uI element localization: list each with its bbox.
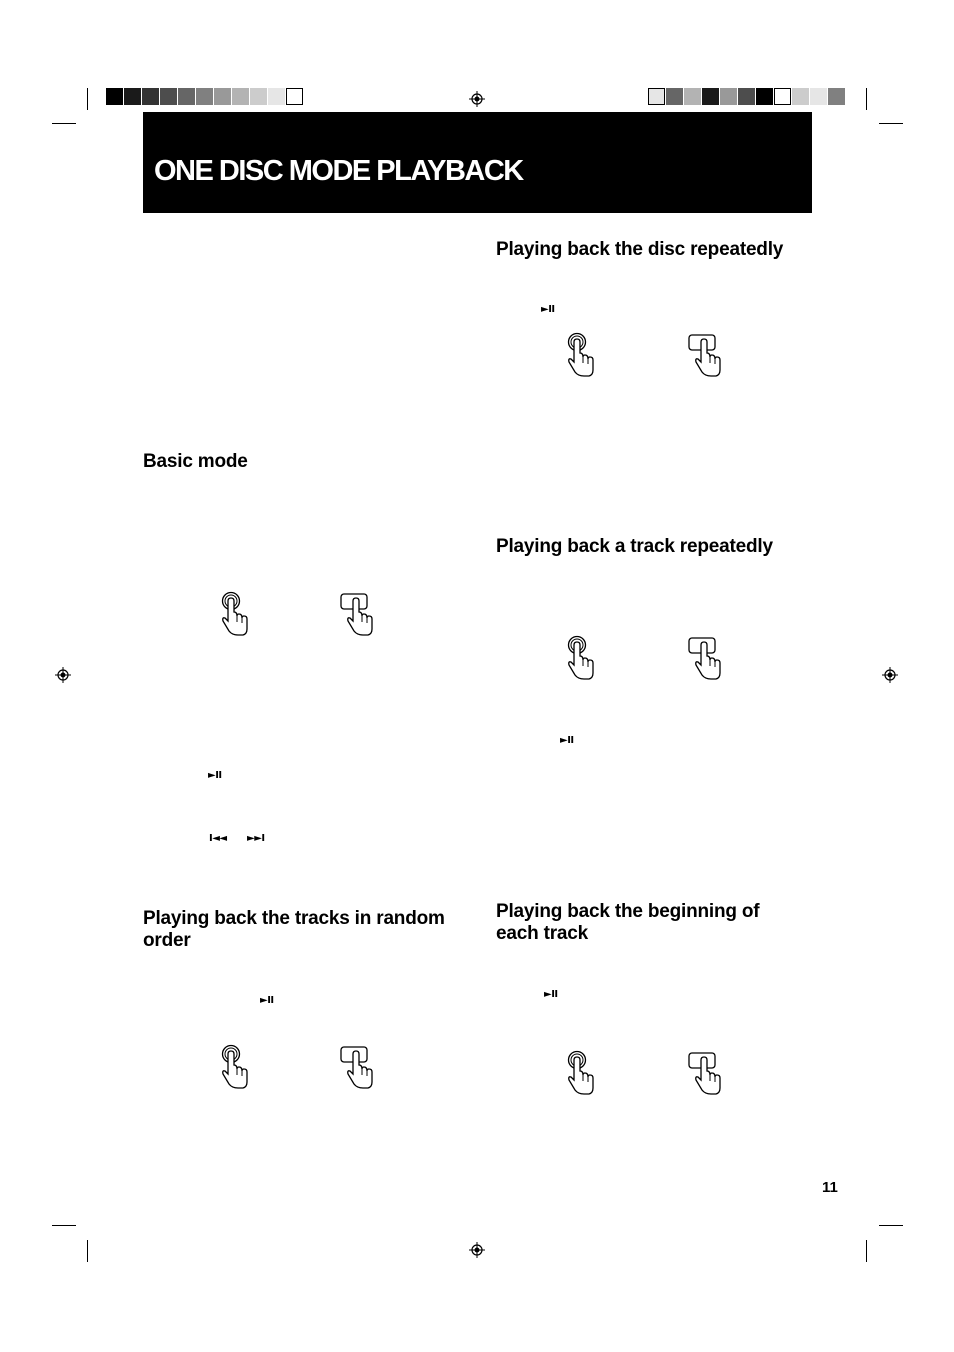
heading-basic-mode: Basic mode <box>143 451 248 472</box>
skip-forward-icon: ►►I <box>247 833 265 844</box>
crop-mark <box>87 88 88 110</box>
registration-mark-icon <box>882 667 898 683</box>
play-pause-icon: ►II <box>560 735 574 746</box>
hand-pressing-round-button-icon <box>562 1050 602 1096</box>
title-banner <box>143 112 812 213</box>
hand-pressing-square-button-icon <box>338 591 378 637</box>
page-number: 11 <box>822 1179 838 1196</box>
page-title: ONE DISC MODE PLAYBACK <box>154 155 523 187</box>
play-pause-icon: ►II <box>544 989 558 1000</box>
play-pause-icon: ►II <box>541 304 555 315</box>
registration-mark-icon <box>55 667 71 683</box>
hand-pressing-square-button-icon <box>686 635 726 681</box>
crop-mark <box>879 1225 903 1226</box>
play-pause-icon: ►II <box>260 995 274 1006</box>
hand-pressing-square-button-icon <box>686 332 726 378</box>
registration-mark-icon <box>469 91 485 107</box>
play-pause-icon: ►II <box>208 770 222 781</box>
heading-random-order: Playing back the tracks in random order <box>143 908 445 951</box>
registration-mark-icon <box>469 1242 485 1258</box>
crop-mark <box>866 1240 867 1262</box>
heading-track-repeat: Playing back a track repeatedly <box>496 536 773 557</box>
crop-mark <box>52 123 76 124</box>
crop-mark <box>52 1225 76 1226</box>
hand-pressing-round-button-icon <box>562 332 602 378</box>
hand-pressing-round-button-icon <box>216 1044 256 1090</box>
heading-disc-repeat: Playing back the disc repeatedly <box>496 239 784 260</box>
crop-mark <box>879 123 903 124</box>
skip-back-icon: I◄◄ <box>209 833 227 844</box>
hand-pressing-round-button-icon <box>562 635 602 681</box>
crop-mark <box>87 1240 88 1262</box>
heading-beginning-each-track: Playing back the beginning of each track <box>496 901 760 944</box>
hand-pressing-square-button-icon <box>338 1044 378 1090</box>
hand-pressing-round-button-icon <box>216 591 256 637</box>
crop-mark <box>866 88 867 110</box>
hand-pressing-square-button-icon <box>686 1050 726 1096</box>
